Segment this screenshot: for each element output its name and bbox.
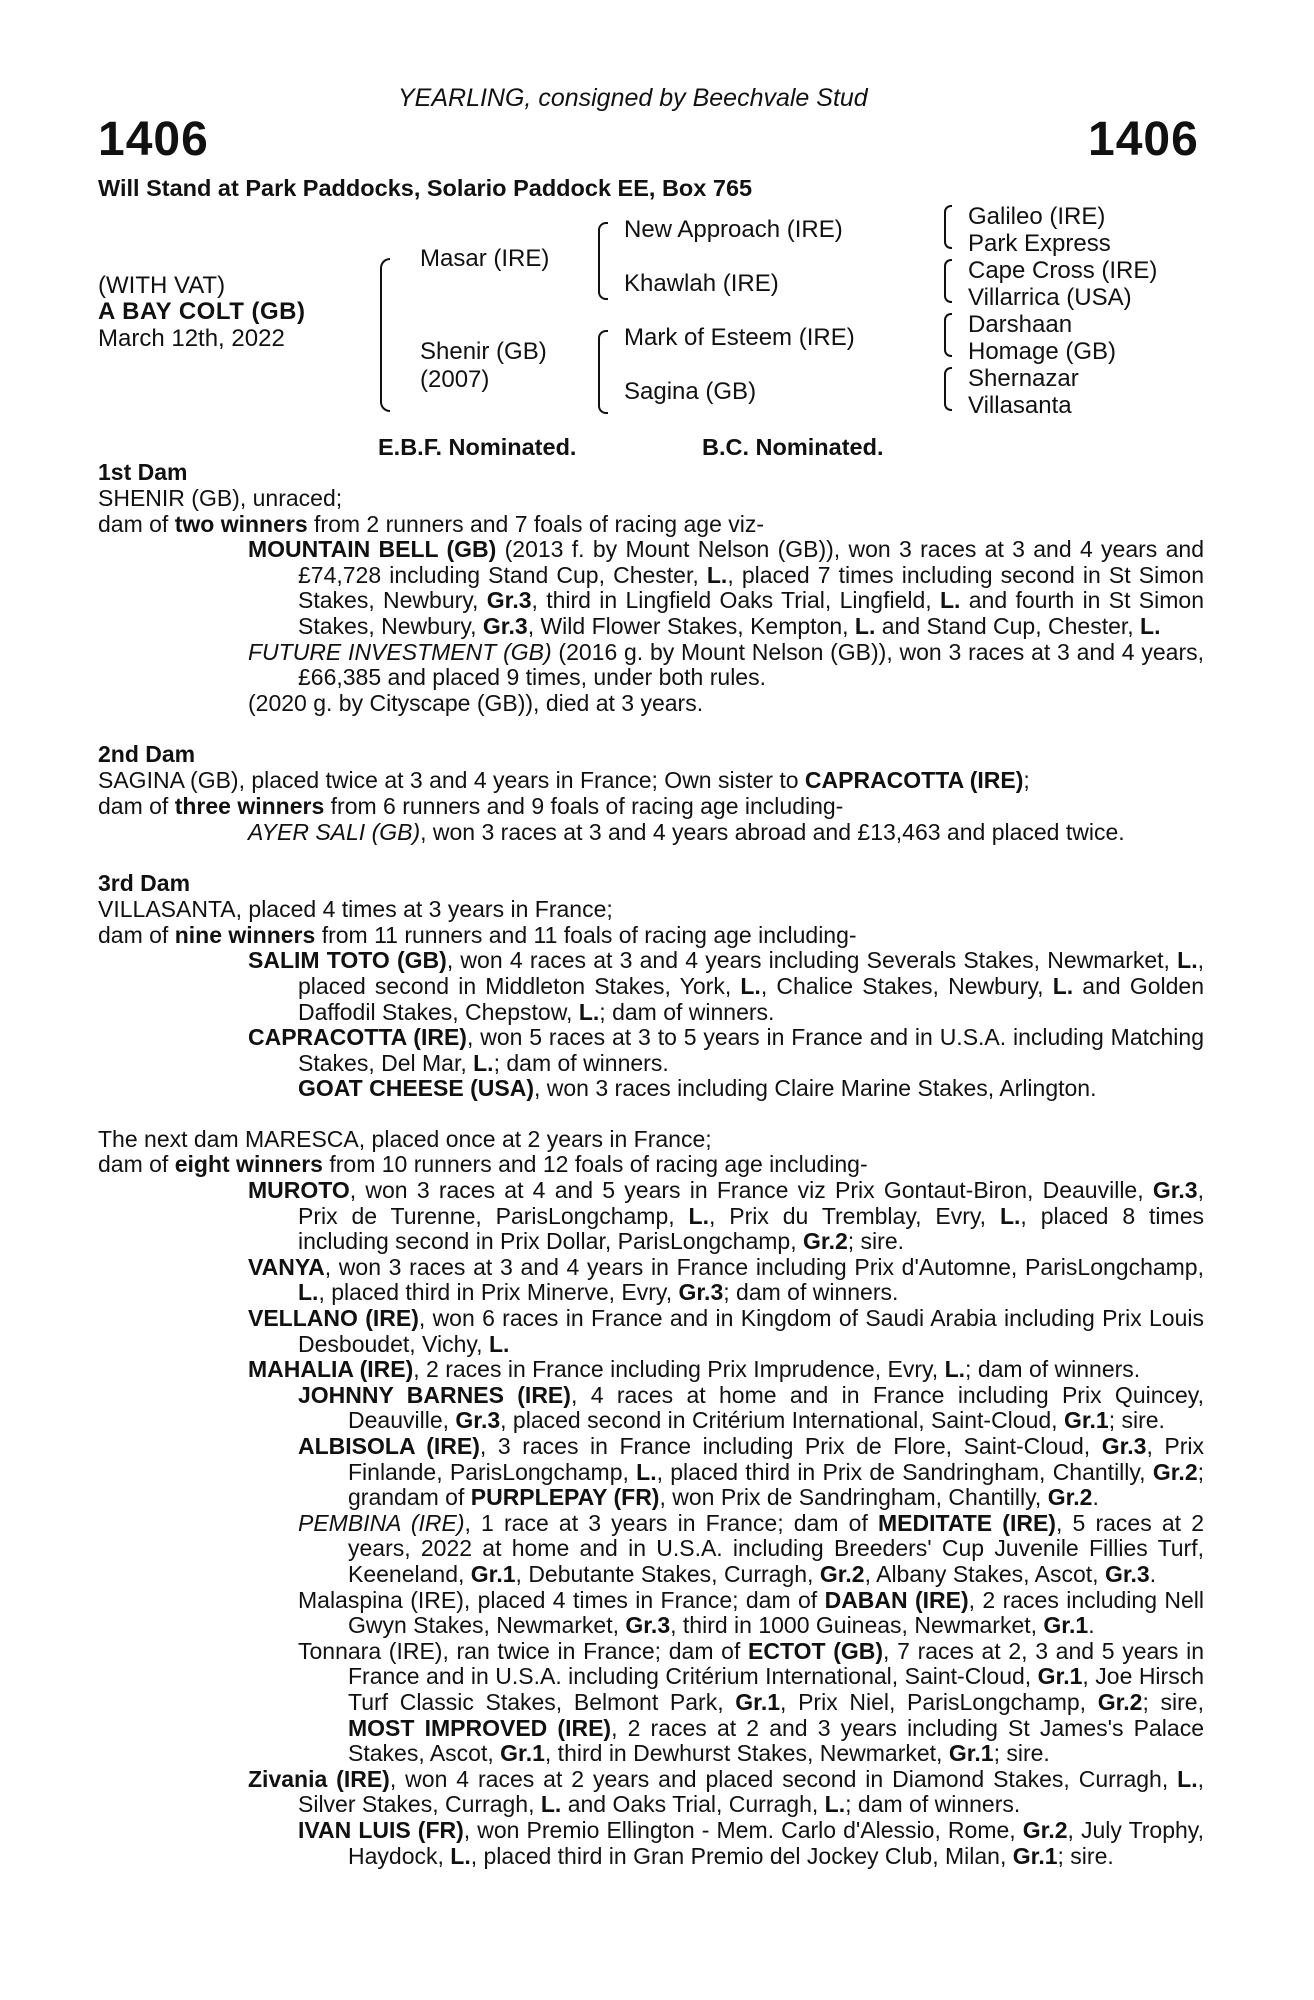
bold-text: Gr.3 [486,587,532,614]
text-run: and Oaks Trial, Curragh, [561,1791,825,1818]
text-run: , Wild Flower Stakes, Kempton, [527,612,855,639]
italic-text: FUTURE INVESTMENT (GB) [248,638,552,665]
bold-text: L. [540,1791,562,1818]
bold-text: two winners [174,510,308,537]
text-run: , Chalice Stakes, Newbury, [760,972,1053,999]
dam-heading: 3rd Dam [98,870,191,897]
text-run: , won 4 races at 3 and 4 years including Severals Stakes, Newmarket, [446,947,1178,974]
granddam-3: Homage (GB) [968,338,1117,365]
text-run: , placed third in Gran Premio del Jockey Club, Milan, [470,1842,1013,1869]
pedigree-brace-main [380,258,390,412]
text-run: Tonnara (IRE), ran twice in France; dam of [298,1637,749,1664]
pedigree-brace-g1 [944,205,952,249]
bold-text: Gr.1 [470,1560,516,1587]
bold-text: Gr.3 [482,612,528,639]
produce-record [98,1076,1204,1102]
dam-summary-line [98,1152,1204,1178]
sire-dam-name: Khawlah (IRE) [624,270,779,297]
text-run: Malaspina (IRE), placed 4 times in France; dam of [298,1586,825,1613]
text-run: (2013 f. by Mount Nelson (GB)), won 3 races at 3 and 4 years and £74,728 including Stand Cup, Chester, [298,536,1204,588]
bold-text: Gr.2 [1152,1458,1198,1485]
produce-record [98,691,1204,717]
text-run: , 3 races in France including Prix de Flore, Saint-Cloud, [479,1433,1102,1459]
sire-name: Masar (IRE) [420,245,550,272]
bold-text: Zivania (IRE) [248,1765,390,1792]
bold-text: three winners [174,792,325,819]
text-run: (2016 g. by Mount Nelson (GB)), won 3 races at 3 and 4 years, £66,385 and placed 9 times, under both rules. [298,638,1204,691]
bold-text: Gr.2 [1097,1688,1143,1715]
bold-text: Gr.1 [948,1740,994,1767]
text-run: , third in 1000 Guineas, Newmarket, [670,1612,1044,1639]
bold-text: VELLANO (IRE) [248,1305,419,1332]
text-run: ; sire. [1057,1842,1114,1869]
grandsire-1: Galileo (IRE) [968,203,1106,230]
text-run: from 2 runners and 7 foals of racing age viz- [307,510,765,537]
dam-sire-name: Mark of Esteem (IRE) [624,324,855,351]
text-run: from 11 runners and 11 foals of racing age including- [315,921,857,948]
bold-text: L. [688,1202,709,1229]
lot-number-right: 1406 [1088,113,1199,166]
bold-text: L. [298,1279,319,1306]
dam-summary-line [98,768,1204,794]
bold-text: Gr.1 [1037,1663,1083,1690]
bold-text: Gr.1 [1043,1612,1089,1639]
catalogue-subtitle: YEARLING, consigned by Beechvale Stud [398,84,868,112]
dam-name: Shenir (GB) [420,338,547,365]
text-run: , won 3 races including Claire Marine Stakes, Arlington. [533,1075,1097,1102]
section-gap [98,1102,1204,1127]
produce-record [98,1025,1204,1076]
produce-record [98,1357,1204,1383]
text-run: , 4 races at home and in France including Prix Quincey, Deauville, [348,1381,1204,1434]
text-run: , 2 races at 2 and 3 years including St James's Palace Stakes, Ascot, [348,1714,1204,1767]
text-run: , 7 races at 2, 3 and 5 years in France and in U.S.A. including Critérium International, Saint-Cloud, [348,1637,1205,1690]
text-run: , Prix du Tremblay, Evry, [708,1202,1000,1229]
produce-record [98,640,1204,691]
bold-text: Gr.3 [1104,1560,1150,1587]
dam-summary-line [98,794,1204,820]
section-gap [98,716,1204,741]
text-run: ; sire, [1142,1688,1204,1715]
grandsire-4: Shernazar [968,365,1079,392]
text-run: , placed 8 times including second in Prix Dollar, ParisLongchamp, [298,1202,1204,1255]
text-run: (2020 g. by Cityscape (GB)), died at 3 years. [248,689,704,716]
bold-text: PURPLEPAY (FR) [470,1484,660,1511]
bold-text: Gr.2 [1047,1484,1093,1511]
text-run: VILLASANTA, placed 4 times at 3 years in France; [98,896,613,923]
granddam-1: Park Express [968,230,1111,257]
text-run: dam of [98,792,175,819]
text-run: , won 3 races at 4 and 5 years in France viz Prix Gontaut-Biron, Deauville, [349,1177,1153,1204]
produce-record [98,1639,1204,1767]
bold-text: Gr.1 [735,1688,781,1715]
bold-text: L. [944,1356,966,1383]
pedigree-brace-dam [598,330,608,414]
bold-text: Gr.1 [1012,1842,1058,1869]
bold-text: JOHNNY BARNES (IRE) [298,1381,571,1408]
bold-text: nine winners [174,921,316,948]
bold-text: Gr.3 [678,1279,724,1306]
bold-text: L. [636,1458,657,1485]
text-run: , 2 races including Nell Gwyn Stakes, Newmarket, [348,1586,1204,1639]
produce-record [98,1306,1204,1357]
text-run: , won 3 races at 3 and 4 years abroad and £13,463 and placed twice. [420,818,1125,845]
dam-year: (2007) [420,366,490,393]
bold-text: L. [1052,972,1074,999]
sire-sire-name: New Approach (IRE) [624,216,843,243]
text-run: , won Prix de Sandringham, Chantilly, [659,1484,1048,1511]
text-run: ; sire. [1108,1407,1165,1434]
bold-text: ALBISOLA (IRE) [298,1433,480,1459]
produce-record [98,1383,1204,1434]
produce-record [98,1588,1204,1639]
horse-name: A BAY COLT (GB) [98,298,306,325]
granddam-4: Villasanta [968,392,1072,419]
dam-summary-line [98,486,1204,512]
bold-text: DABAN (IRE) [824,1586,969,1613]
bold-text: Gr.2 [1022,1816,1068,1843]
pedigree-brace-g3 [944,313,952,357]
text-run: , placed second in Middleton Stakes, York, [298,947,1204,999]
text-run: , Prix Niel, ParisLongchamp, [780,1688,1098,1715]
text-run: , won 3 races at 3 and 4 years in France including Prix d'Automne, ParisLongchamp, [324,1253,1204,1280]
text-run: , Joe Hirsch Turf Classic Stakes, Belmont Park, [348,1663,1204,1715]
bold-text: L. [473,1049,494,1076]
pedigree-brace-g2 [944,259,952,303]
bold-text: Gr.3 [455,1407,501,1434]
bold-text: IVAN LUIS (FR) [298,1816,464,1843]
dam-dam-name: Sagina (GB) [624,378,757,405]
text-run: ; dam of winners. [599,998,775,1025]
text-run: from 10 runners and 12 foals of racing age including- [322,1151,868,1178]
bold-text: L. [999,1202,1021,1229]
produce-record [98,1818,1204,1869]
text-run: ; [1023,767,1030,794]
bold-text: L. [488,1330,510,1357]
text-run: , won 6 races in France and in Kingdom of Saudi Arabia including Prix Louis Desboudet, Vichy, [298,1305,1204,1357]
dam-summary-line [98,1127,1204,1153]
text-run: . [1149,1560,1157,1587]
bold-text: CAPRACOTTA (IRE) [248,1024,467,1051]
bold-text: L. [1177,1765,1198,1792]
text-run: , placed third in Prix de Sandringham, Chantilly, [656,1458,1153,1485]
bold-text: L. [824,1791,846,1818]
bold-text: Gr.2 [819,1560,865,1587]
text-run: , third in Dewhurst Stakes, Newmarket, [544,1740,949,1767]
pedigree-brace-g4 [944,367,952,411]
text-run: , Silver Stakes, Curragh, [298,1765,1204,1818]
bold-text: MOUNTAIN BELL (GB) [248,536,497,563]
text-run: SHENIR (GB), unraced; [98,485,343,511]
produce-record [98,948,1204,1025]
dam-summary-line [98,923,1204,949]
text-run: SAGINA (GB), placed twice at 3 and 4 years in France; Own sister to [98,767,805,794]
text-run: dam of [98,1151,175,1178]
text-run: ; grandam of [348,1458,1205,1511]
bold-text: Gr.3 [1101,1433,1147,1459]
text-run: ; dam of winners. [965,1356,1141,1383]
pedigree-brace-sire [598,222,608,300]
section-gap [98,845,1204,870]
produce-record [98,537,1204,639]
bold-text: Gr.1 [1063,1407,1109,1434]
grandsire-2: Cape Cross (IRE) [968,257,1158,284]
bold-text: MAHALIA (IRE) [248,1356,414,1383]
text-run: ; dam of winners. [493,1049,669,1076]
text-run: , placed second in Critérium International, Saint-Cloud, [500,1407,1064,1434]
ebf-nomination: E.B.F. Nominated. [378,434,577,460]
bold-text: MEDITATE (IRE) [878,1509,1056,1536]
text-run: ; sire. [847,1228,904,1255]
text-run: ; dam of winners. [723,1279,899,1306]
dam-summary-line [98,897,1204,923]
family-history [98,459,1204,1869]
bold-text: GOAT CHEESE (USA) [298,1075,534,1102]
foaling-date: March 12th, 2022 [98,325,285,352]
bold-text: Gr.1 [500,1740,545,1767]
dam-heading: 2nd Dam [98,741,196,768]
text-run: The next dam MARESCA, placed once at 2 years in France; [98,1125,712,1152]
bold-text: L. [450,1842,471,1869]
bold-text: CAPRACOTTA (IRE) [804,767,1024,794]
text-run: , third in Lingfield Oaks Trial, Lingfield, [531,587,940,614]
text-run: , placed third in Prix Minerve, Evry, [318,1279,679,1306]
produce-record [98,1255,1204,1306]
text-run: , 1 race at 3 years in France; dam of [464,1509,879,1536]
bold-text: L. [854,612,876,639]
text-run: , Prix de Turenne, ParisLongchamp, [298,1177,1204,1229]
produce-record [98,1434,1204,1511]
text-run: , won Premio Ellington - Mem. Carlo d'Alessio, Rome, [463,1816,1023,1843]
vat-label: (WITH VAT) [98,272,226,299]
italic-text: PEMBINA (IRE) [298,1509,465,1536]
grandsire-3: Darshaan [968,311,1073,338]
text-run: , won 5 races at 3 to 5 years in France and in U.S.A. including Matching Stakes, Del Mar, [298,1024,1204,1076]
bold-text: ECTOT (GB) [748,1637,884,1664]
text-run: , Debutante Stakes, Curragh, [515,1560,820,1587]
text-run: , won 4 races at 2 years and placed second in Diamond Stakes, Curragh, [389,1765,1178,1792]
bold-text: MUROTO [248,1177,350,1204]
text-run: ; dam of winners. [845,1791,1021,1818]
bold-text: MOST IMPROVED (IRE) [348,1714,612,1741]
bold-text: Gr.3 [625,1612,671,1639]
bold-text: L. [1140,612,1161,639]
bold-text: Gr.2 [803,1228,848,1255]
text-run: and fourth in St Simon Stakes, Newbury, [298,587,1205,639]
text-run: dam of [98,510,175,537]
bc-nomination: B.C. Nominated. [702,434,884,460]
bold-text: SALIM TOTO (GB) [248,947,447,974]
text-run: , 2 races in France including Prix Imprudence, Evry, [413,1356,945,1383]
text-run: ; sire. [993,1740,1050,1767]
bold-text: eight winners [174,1151,323,1178]
text-run: . [1092,1484,1099,1511]
bold-text: VANYA [248,1253,325,1280]
produce-record [98,1178,1204,1255]
granddam-2: Villarrica (USA) [968,284,1132,311]
text-run: , Prix Finlande, ParisLongchamp, [348,1433,1205,1485]
text-run: , placed 7 times including second in St Simon Stakes, Newbury, [298,561,1204,614]
text-run: , Albany Stakes, Ascot, [864,1560,1105,1587]
italic-text: AYER SALI (GB) [248,818,421,845]
bold-text: L. [740,972,761,999]
lot-number-left: 1406 [98,113,209,166]
produce-record [98,820,1204,846]
text-run: and Stand Cup, Chester, [875,612,1141,639]
produce-record [98,1511,1204,1588]
bold-text: Gr.3 [1152,1177,1198,1204]
dam-heading: 1st Dam [98,459,188,485]
text-run: , July Trophy, Haydock, [348,1816,1204,1869]
text-run: . [1088,1612,1095,1639]
bold-text: L. [940,587,961,614]
produce-record [98,1767,1204,1818]
text-run: and Golden Daffodil Stakes, Chepstow, [298,972,1204,1025]
text-run: dam of [98,921,175,948]
bold-text: L. [706,561,728,588]
bold-text: L. [578,998,600,1025]
text-run: , 5 races at 2 years, 2022 at home and in U.S.A. including Breeders' Cup Juvenile Fillies Turf, Keeneland, [348,1509,1204,1587]
dam-summary-line [98,512,1204,538]
text-run: from 6 runners and 9 foals of racing age including- [324,792,844,819]
bold-text: L. [1177,947,1198,974]
stand-location: Will Stand at Park Paddocks, Solario Paddock EE, Box 765 [98,175,753,201]
